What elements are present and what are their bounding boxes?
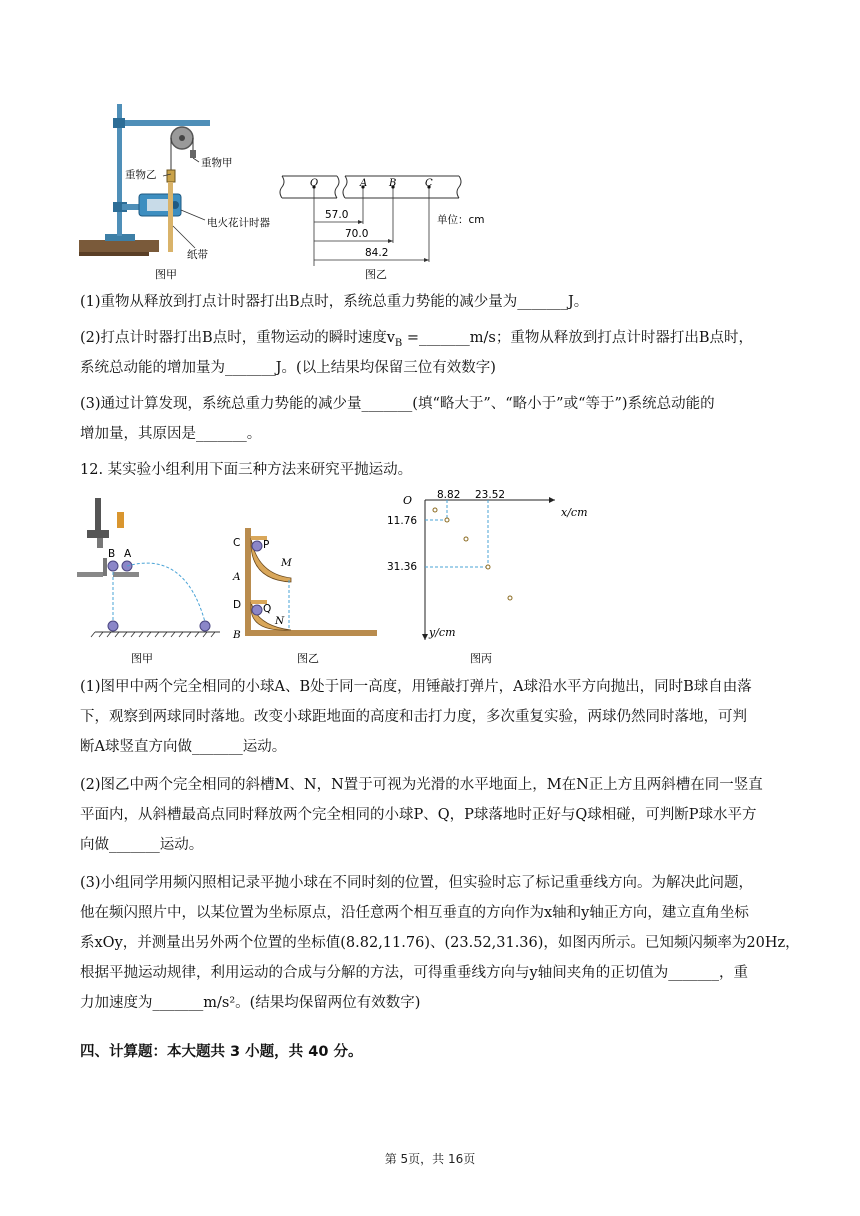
flash-point-5 xyxy=(508,596,512,600)
paper-tape xyxy=(168,182,173,252)
q12-part3-line1: (3)小组同学用频闪照相记录平抛小球在不同时刻的位置，但实验时忘了标记重垂线方向。为解决此问题， xyxy=(80,875,754,891)
tape-diagram xyxy=(280,176,485,281)
flash-point-4 xyxy=(486,565,490,569)
tape-point-c: C xyxy=(425,178,433,189)
flash-point-3 xyxy=(464,537,468,541)
fig2-c xyxy=(387,490,588,665)
tape-point-a: A xyxy=(360,178,368,189)
q12-part1-line1: (1)图甲中两个完全相同的小球A、B处于同一高度，用锤敲打弹片，A球沿水平方向抛出，同时B球自由落 xyxy=(80,679,752,695)
q12-intro: 12. 某实验小组利用下面三种方法来研究平抛运动。 xyxy=(80,462,413,478)
page-footer: 第 5页，共 16页 xyxy=(384,1152,476,1166)
label-m: M xyxy=(281,557,292,569)
dist-ob: 70.0 xyxy=(345,228,369,240)
q11-part3-line1: (3)通过计算发现，系统总重力势能的减少量_______(填“略大于”、“略小于”或“等于”)系统总动能的 xyxy=(80,396,715,412)
q12-part2-line3: 向做_______运动。 xyxy=(80,837,204,853)
label-ball-a: A xyxy=(124,548,132,560)
fig2-b xyxy=(232,528,377,665)
caption-fig2-a: 图甲 xyxy=(131,652,153,665)
q12-part3-line4: 根据平抛运动规律，利用运动的合成与分解的方法，可得重垂线方向与y轴间夹角的正切值为_______，重 xyxy=(80,965,748,981)
q12-part2-line1: (2)图乙中两个完全相同的斜槽M、N，N置于可视为光滑的水平地面上，M在N正上方且两斜槽在同一竖直 xyxy=(80,777,763,793)
q11-text xyxy=(80,287,788,485)
q11-part1: (1)重物从释放到打点计时器打出B点时，系统总重力势能的减少量为_______J。 xyxy=(80,294,589,310)
label-n: N xyxy=(275,615,285,627)
label-weight-a: 重物甲 xyxy=(201,157,233,169)
label-a: A xyxy=(233,571,241,583)
dist-oa: 57.0 xyxy=(325,209,349,221)
q11-part2-b: =_______m/s；重物从释放到打点计时器打出B点时， xyxy=(402,330,753,346)
figure-2 xyxy=(75,490,595,670)
ball-p xyxy=(252,541,262,551)
flash-point-1 xyxy=(433,508,437,512)
q11-part3-line2: 增加量，其原因是_______。 xyxy=(80,426,262,442)
section-heading: 四、计算题：本大题共 3 小题，共 40 分。 xyxy=(80,1044,363,1060)
q11-part2-a: (2)打点计时器打出B点时，重物运动的瞬时速度v xyxy=(80,330,395,346)
ball-q xyxy=(252,605,262,615)
q11-part2-sub: B xyxy=(394,337,403,349)
q11-part2-line1 xyxy=(80,323,788,353)
label-c: C xyxy=(233,537,241,549)
q12-part1-line2: 下，观察到两球同时落地。改变小球距地面的高度和击打力度，多次重复实验，两球仍然同时落地，可判 xyxy=(80,709,747,725)
q12-part3-line2: 他在频闪照片中，以某位置为坐标原点，沿任意两个相互垂直的方向作为x轴和y轴正方向，建立直角坐标 xyxy=(80,905,749,921)
q12-part2-line2: 平面内，从斜槽最高点同时释放两个完全相同的小球P、Q，P球落地时正好与Q球相碰，可判断P球水平方 xyxy=(80,807,757,823)
ball-b xyxy=(108,561,118,571)
label-d: D xyxy=(233,599,242,611)
caption-fig2-c: 图丙 xyxy=(470,652,492,665)
caption-fig2-b: 图乙 xyxy=(297,652,319,665)
figure-1 xyxy=(75,98,505,283)
q12-part1-line3: 断A球竖直方向做_______运动。 xyxy=(80,739,287,755)
x-axis-label: x/cm xyxy=(561,506,588,519)
unit-label: 单位：cm xyxy=(437,214,485,226)
fig2-a xyxy=(77,498,220,665)
table xyxy=(79,240,159,252)
q12-text xyxy=(80,672,800,1018)
dist-oc: 84.2 xyxy=(365,247,389,259)
label-ball-b: B xyxy=(108,548,116,560)
label-b: B xyxy=(233,629,241,641)
y2-label: 31.36 xyxy=(387,561,418,573)
weight-b xyxy=(167,170,175,182)
label-p: P xyxy=(263,539,270,551)
y1-label: 11.76 xyxy=(387,515,418,527)
origin-label: O xyxy=(403,494,413,507)
flash-point-2 xyxy=(445,518,449,522)
label-tape: 纸带 xyxy=(187,249,208,261)
x1-label: 8.82 xyxy=(437,490,461,501)
label-weight-b: 重物乙 xyxy=(125,169,157,181)
caption-fig-b: 图乙 xyxy=(365,268,387,281)
tape-point-b: B xyxy=(389,178,397,189)
label-timer: 电火花计时器 xyxy=(207,217,270,229)
label-q: Q xyxy=(263,603,272,615)
tape-point-o: O xyxy=(310,178,319,189)
x2-label: 23.52 xyxy=(475,490,506,501)
caption-fig-a: 图甲 xyxy=(155,268,177,281)
q11-part2-line2: 系统总动能的增加量为_______J。(以上结果均保留三位有效数字) xyxy=(80,360,496,376)
q12-part3-line5: 力加速度为_______m/s²。(结果均保留两位有效数字) xyxy=(80,995,421,1011)
y-axis-label: y/cm xyxy=(429,626,456,639)
q12-part3-line3: 系xOy，并测量出另外两个位置的坐标值(8.82,11.76)、(23.52,31.36)，如图丙所示。已知频闪频率为20Hz， xyxy=(80,935,800,951)
